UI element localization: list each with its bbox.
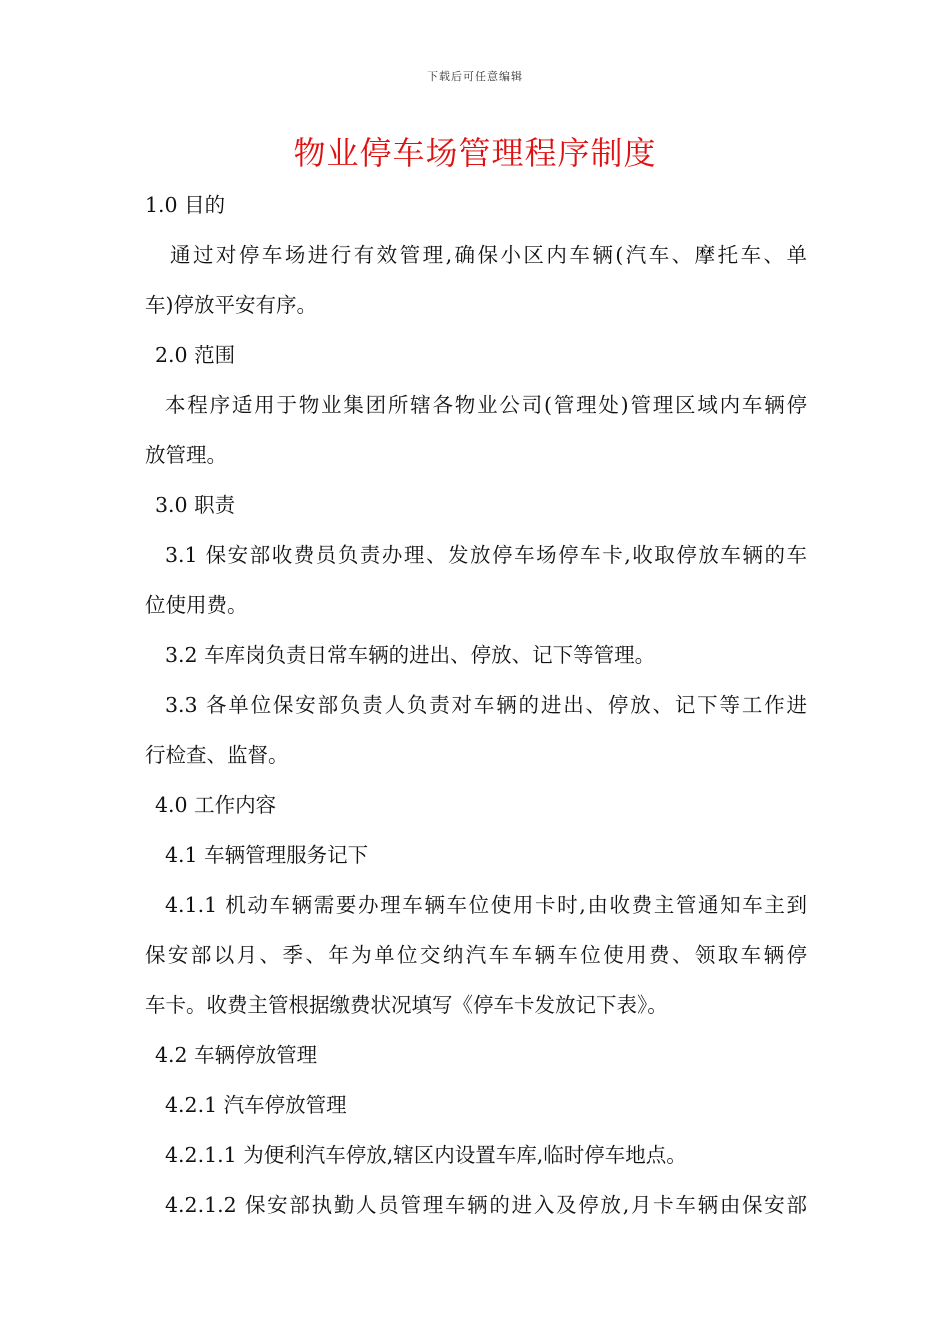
paragraph-line: 车)停放平安有序。	[145, 293, 317, 317]
paragraph-line: 放管理。	[145, 443, 227, 467]
document-body	[145, 180, 807, 1230]
paragraph-line: 保安部以月、季、年为单位交纳汽车车辆车位使用费、领取车辆停	[145, 943, 807, 967]
paragraph-line: 4.2.1.1 为便利汽车停放,辖区内设置车库,临时停车地点。	[165, 1143, 687, 1167]
paragraph-line: 4.1.1 机动车辆需要办理车辆车位使用卡时,由收费主管通知车主到	[165, 893, 807, 917]
header-note: 下载后可任意编辑	[427, 70, 523, 83]
paragraph-line: 车卡。收费主管根据缴费状况填写《停车卡发放记下表》。	[145, 993, 668, 1017]
paragraph-line: 位使用费。	[145, 593, 248, 617]
paragraph-line: 行检查、监督。	[145, 743, 289, 767]
section-heading-purpose: 1.0 目的	[145, 193, 226, 217]
section-heading-duties: 3.0 职责	[155, 493, 236, 517]
paragraph-line: 4.2.1.2 保安部执勤人员管理车辆的进入及停放,月卡车辆由保安部	[165, 1193, 807, 1217]
subsection-heading: 4.1 车辆管理服务记下	[165, 843, 369, 867]
paragraph-line: 本程序适用于物业集团所辖各物业公司(管理处)管理区域内车辆停	[165, 393, 807, 417]
section-heading-scope: 2.0 范围	[155, 343, 236, 367]
document-title: 物业停车场管理程序制度	[293, 134, 657, 172]
paragraph-line: 3.1 保安部收费员负责办理、发放停车场停车卡,收取停放车辆的车	[165, 543, 807, 567]
paragraph-line: 3.2 车库岗负责日常车辆的进出、停放、记下等管理。	[165, 643, 656, 667]
section-heading-work-content: 4.0 工作内容	[155, 793, 277, 817]
paragraph-line: 通过对停车场进行有效管理,确保小区内车辆(汽车、摩托车、单	[170, 243, 807, 267]
subsection-heading: 4.2.1 汽车停放管理	[165, 1093, 347, 1117]
paragraph-line: 3.3 各单位保安部负责人负责对车辆的进出、停放、记下等工作进	[165, 693, 807, 717]
subsection-heading: 4.2 车辆停放管理	[155, 1043, 318, 1067]
